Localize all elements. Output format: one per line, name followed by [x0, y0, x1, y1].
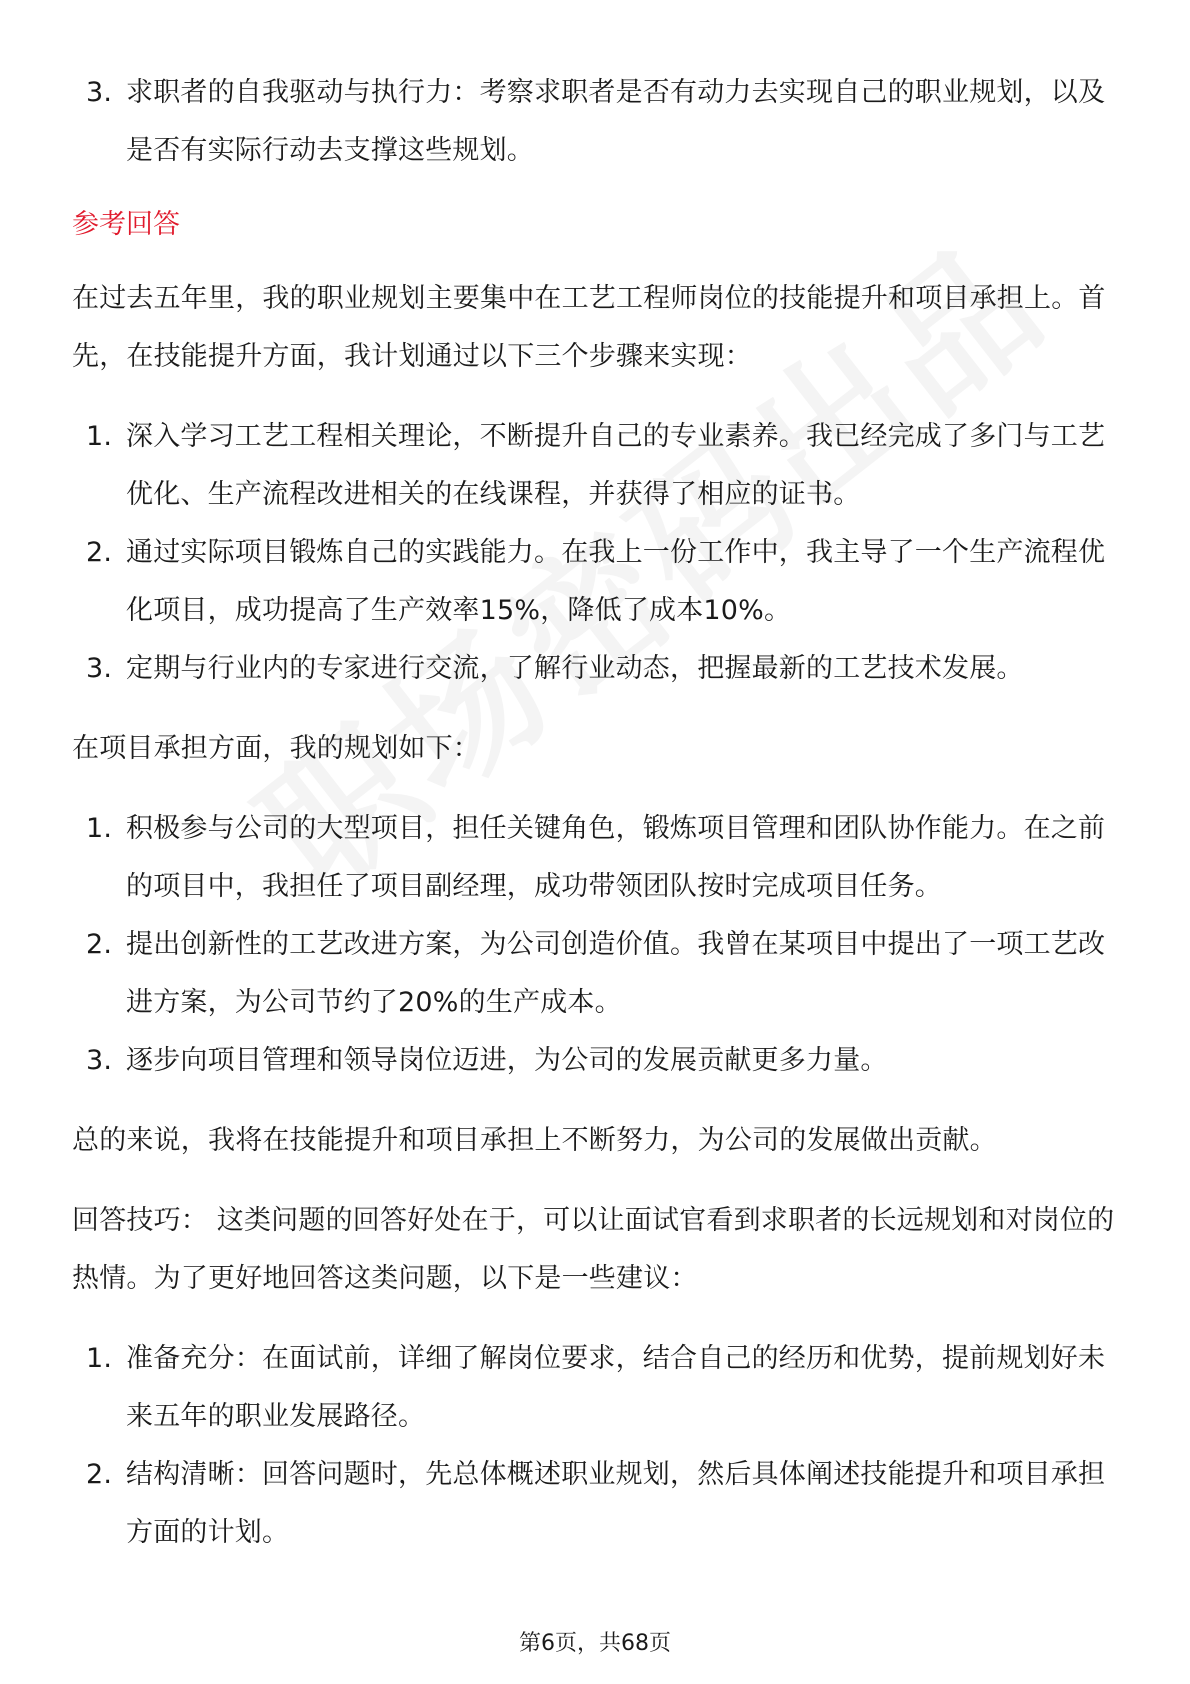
- list-item: [72, 1330, 1122, 1446]
- summary-paragraph: 总的来说，我将在技能提升和项目承担上不断努力，为公司的发展做出贡献。: [72, 1125, 997, 1156]
- intro-list: [72, 64, 1122, 180]
- list-item-number: 2.: [86, 929, 113, 960]
- list-item: [72, 524, 1122, 640]
- list-item: [72, 800, 1122, 916]
- list-item-number: 2.: [86, 537, 113, 568]
- list-item-number: 3.: [86, 77, 113, 108]
- list-item-text: 积极参与公司的大型项目，担任关键角色，锻炼项目管理和团队协作能力。在之前的项目中，我担任了项目副经理，成功带领团队按时完成项目任务。: [126, 813, 1106, 902]
- list-item-number: 1.: [86, 421, 113, 452]
- list-item-number: 2.: [86, 1459, 113, 1490]
- list-item: [72, 640, 1122, 698]
- list-item: [72, 1032, 1122, 1090]
- list-item-text: 通过实际项目锻炼自己的实践能力。在我上一份工作中，我主导了一个生产流程优化项目，成功提高了生产效率15%，降低了成本10%。: [126, 537, 1106, 626]
- list-item-number: 3.: [86, 653, 113, 684]
- list-item: [72, 916, 1122, 1032]
- list-item: [72, 64, 1122, 180]
- projects-list: [72, 800, 1122, 1090]
- answer-paragraph-2: 在项目承担方面，我的规划如下：: [72, 733, 480, 764]
- tips-paragraph: 回答技巧： 这类问题的回答好处在于，可以让面试官看到求职者的长远规划和对岗位的热情。为了更好地回答这类问题，以下是一些建议：: [72, 1205, 1115, 1294]
- list-item-number: 1.: [86, 1343, 113, 1374]
- page-content: [72, 64, 1122, 1562]
- list-item-text: 求职者的自我驱动与执行力：考察求职者是否有动力去实现自己的职业规划，以及是否有实际行动去支撑这些规划。: [126, 77, 1106, 166]
- list-item-text: 逐步向项目管理和领导岗位迈进，为公司的发展贡献更多力量。: [126, 1045, 888, 1076]
- list-item-text: 定期与行业内的专家进行交流，了解行业动态，把握最新的工艺技术发展。: [126, 653, 1024, 684]
- list-item-text: 深入学习工艺工程相关理论，不断提升自己的专业素养。我已经完成了多门与工艺优化、生产流程改进相关的在线课程，并获得了相应的证书。: [126, 421, 1106, 510]
- page-footer: 第6页，共68页: [519, 1631, 671, 1656]
- tips-list: [72, 1330, 1122, 1562]
- list-item-text: 准备充分：在面试前，详细了解岗位要求，结合自己的经历和优势，提前规划好未来五年的职业发展路径。: [126, 1343, 1106, 1432]
- list-item: [72, 1446, 1122, 1562]
- section-heading: 参考回答: [72, 209, 180, 240]
- list-item: [72, 408, 1122, 524]
- list-item-number: 1.: [86, 813, 113, 844]
- list-item-text: 提出创新性的工艺改进方案，为公司创造价值。我曾在某项目中提出了一项工艺改进方案，为公司节约了20%的生产成本。: [126, 929, 1106, 1018]
- list-item-number: 3.: [86, 1045, 113, 1076]
- list-item-text: 结构清晰：回答问题时，先总体概述职业规划，然后具体阐述技能提升和项目承担方面的计划。: [126, 1459, 1106, 1548]
- answer-paragraph-1: 在过去五年里，我的职业规划主要集中在工艺工程师岗位的技能提升和项目承担上。首先，在技能提升方面，我计划通过以下三个步骤来实现：: [72, 283, 1106, 372]
- skills-list: [72, 408, 1122, 698]
